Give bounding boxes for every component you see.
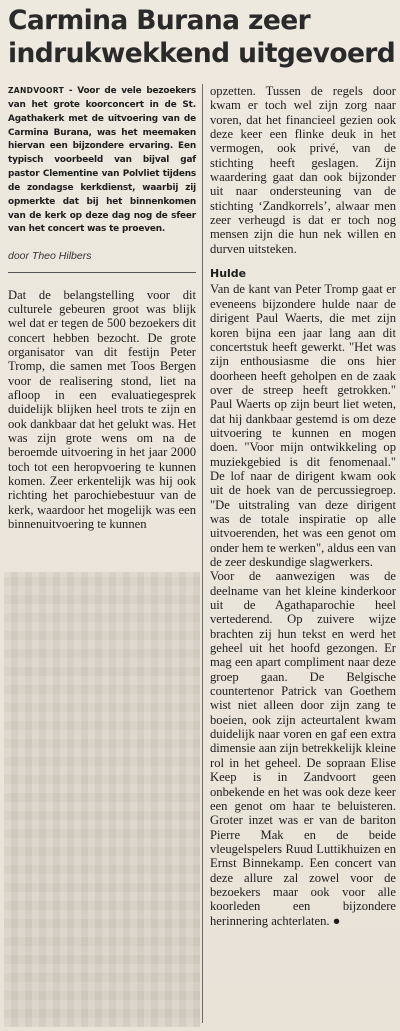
body-paragraph-right-2: Van de kant van Peter Tromp gaat er eveneens bijzondere hulde naar de dirigent Paul Waerts, die met zijn koren bijna een jaar lang aan dit concertstuk heeft gewerkt. "Het was zijn enthousiasme die ons hier doorheen heeft geholpen en de zaak over de streep heeft getrokken." Paul Waerts op zijn beurt liet weten, dat hij dankbaar gestemd is om deze uitvoering te kunnen en mogen doen. "Voor mijn ontwikkeling op muziekgebied is dit fenomenaal." De lof naar de dirigent kwam ook uit de hoek van de percussiegroep. "De uitstraling van deze dirigent was de totale inspiratie op alle uitvoerenden, het was een genot om onder hem te werken", aldus een van de zeer deskundige slagwerkers. [210, 282, 396, 569]
subheading: Hulde [210, 267, 247, 281]
left-column [8, 84, 196, 531]
body-paragraph-right-3-text: Voor de aanwezigen was de deelname van het kleine kinderkoor uit de Agathaparochie heel vertederend. Op zuivere wijze brachten zij hun tekst en werd het geheel uit het hoofd gezongen. Er mag een apart compliment naar deze groep gaan. De Belgische countertenor Patrick van Goethem wist niet alleen door zijn zang te boeien, ook zijn acteurtalent kwam duidelijk naar voren en gaf een extra dimensie aan zijn betrekkelijk kleine rol in het geheel. De sopraan Elise Keep is in Zandvoort geen onbekende en het was ook deze keer een genot om haar te beluisteren. Groter inzet was er van de bariton Pierre Mak en de beide vleugelspelers Ruud Luttikhuizen en Ernst Binnekamp. Een concert van deze allure zal zowel voor de bezoekers maar ook voor alle koorleden een bijzondere herinnering achterlaten. [210, 569, 396, 928]
blurred-empty-area [4, 572, 200, 1027]
end-mark: ● [332, 913, 341, 928]
body-paragraph-right-1: opzetten. Tussen de regels door kwam er toch wel zijn zorg naar voren, dat het financieel gezien ook deze keer een flinke deuk in het vermogen, ook privé, van de stichting heeft geslagen. Zijn waardering gaat dan ook bijzonder uit naar ondersteuning van de stichting ‘Zandkorrels’, alwaar men zeer verheugd is dat er toch nog mensen zijn die hun nek willen en durven uitsteken. [210, 84, 396, 256]
byline: door Theo Hilbers [8, 250, 92, 263]
body-paragraph-left: Dat de belangstelling voor dit culturele gebeuren groot was blijk wel dat er tegen de 500 bezoekers dit concert hebben bezocht. De grote organisator van dit festijn Peter Tromp, die samen met Toos Bergen voor de realisering stond, liet na afloop in een evaluatiegesprek duidelijk blijken heel trots te zijn en ook dankbaar dat het gelukt was. Het was zijn grote wens om na de beroemde uitvoering in het jaar 2000 toch tot een heropvoering te kunnen komen. Zeer erkentelijk was hij ook richting het parochiebestuur van de kerk, waardoor het mogelijk was een binnenuitvoering te kunnen [8, 287, 196, 532]
headline: Carmina Burana zeer indrukwekkend uitgevoerd [8, 5, 396, 69]
body-paragraph-right-3 [210, 569, 396, 928]
column-divider [202, 84, 203, 1023]
lead-text: - Voor de vele bezoekers van het grote koorconcert in de St. Agathakerk met de uitvoering van de Carmina Burana, was het meemaken hiervan een bijzondere ervaring. Een typisch voorbeeld van bijval gaf pastor Clementine van Polvliet tijdens de zondagse kerkdienst, waarbij zij opmerkte dat bij het binnenkomen van de kerk op deze dag nog de sfeer van het concert was te proeven. [8, 86, 196, 235]
byline-divider [8, 272, 196, 273]
right-column [210, 84, 396, 928]
dateline: ZANDVOORT [8, 86, 65, 95]
lead-paragraph [8, 84, 196, 237]
